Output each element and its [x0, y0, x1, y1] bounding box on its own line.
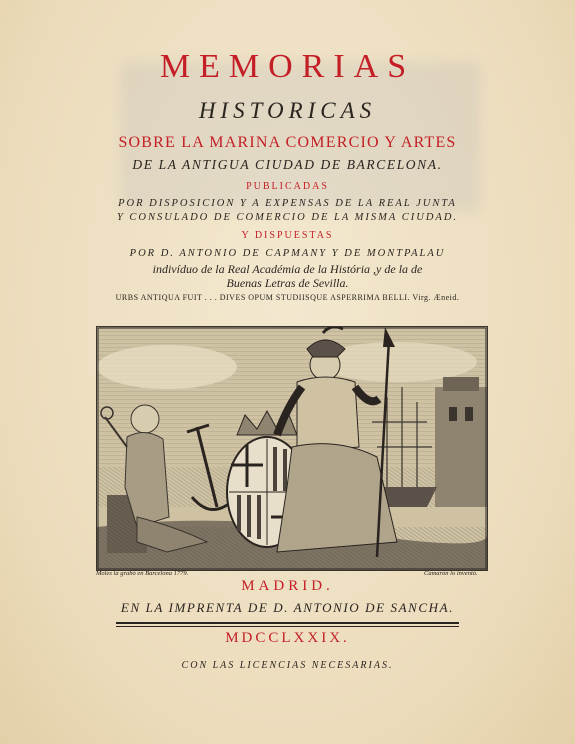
double-rule-top — [116, 622, 459, 624]
printer-line: EN LA IMPRENTA DE D. ANTONIO DE SANCHA. — [120, 600, 455, 615]
title-line-3: SOBRE LA MARINA COMERCIO Y ARTES — [118, 134, 457, 151]
disposition-line-2: Y CONSULADO DE COMERCIO DE LA MISMA CIUDAD. — [116, 212, 459, 223]
engraving-illustration — [97, 327, 487, 570]
author-line: POR D. ANTONIO DE CAPMANY Y DE MONTPALAU — [129, 248, 446, 259]
licenses-line: CON LAS LICENCIAS NECESARIAS. — [181, 660, 394, 671]
subtitle: HISTORICAS — [198, 98, 377, 123]
arranged-label: Y DISPUESTAS — [241, 230, 334, 241]
designer-credit: Camarón lo inventó. — [424, 570, 478, 577]
published-label: PUBLICADAS — [246, 181, 329, 192]
imprint-city: MADRID. — [241, 578, 334, 594]
disposition-line-1: POR DISPOSICION Y A EXPENSAS DE LA REAL JUNTA — [118, 198, 457, 209]
membership-line-2: Buenas Letras de Sevilla. — [226, 276, 349, 290]
epigraph: URBS ANTIQUA FUIT . . . DIVES OPUM STUDIISQUE ASPERRIMA BELLI. Virg. Æneid. — [115, 293, 460, 302]
engraver-credit: Moles la grabó en Barcelona 1779. — [96, 570, 189, 577]
imprint-year: MDCCLXXIX. — [225, 630, 350, 646]
title-line-4: DE LA ANTIGUA CIUDAD DE BARCELONA. — [132, 157, 443, 172]
engraving-plate — [96, 326, 488, 571]
membership-line-1: indivíduo de la Real Académia de la História ,y de la de — [152, 262, 423, 276]
double-rule-bottom — [116, 626, 459, 627]
main-title: MEMORIAS — [159, 48, 416, 85]
